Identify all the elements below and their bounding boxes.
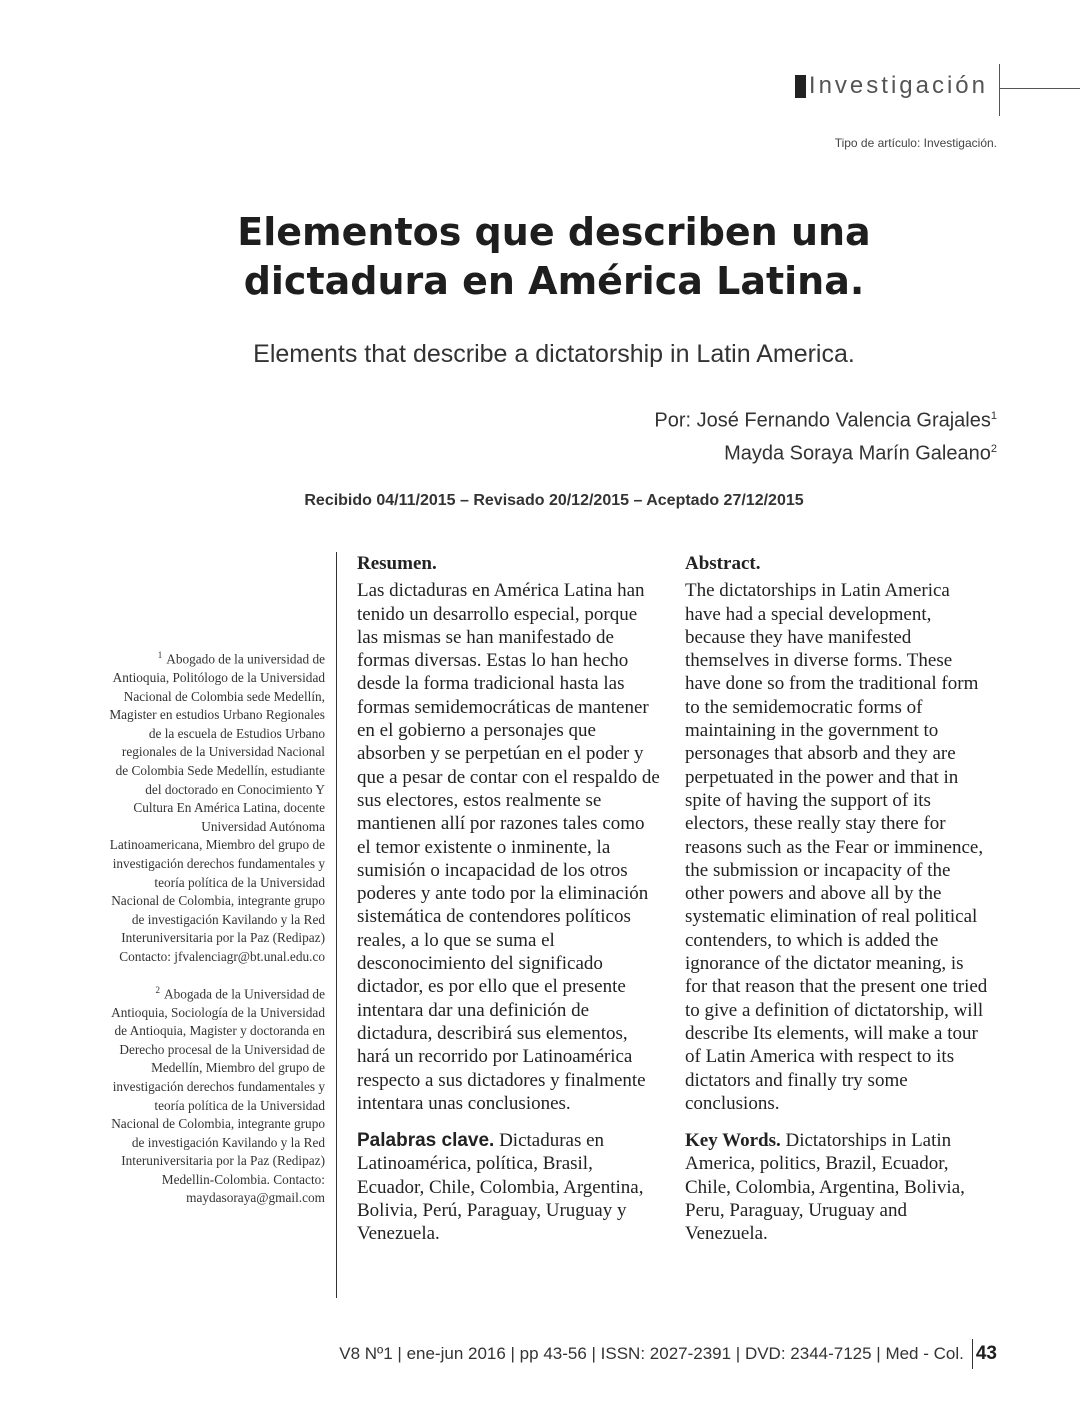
footnotes <box>108 646 325 1222</box>
abstract-heading: Abstract. <box>685 553 761 574</box>
header-divider-horizontal <box>999 88 1080 89</box>
footer-citation: V8 Nº1 | ene-jun 2016 | pp 43-56 | ISSN: 2027-2391 | DVD: 2344-7125 | Med - Col. <box>339 1344 964 1363</box>
footnote-1: $^1$ Abogado de la universidad de Antioquia, Politólogo de la Universidad Nacional de Colombia sede Medellín, Magister en estudios Urbano Regionales de la escuela de Estudios Urbano regionales de la Universidad Nacional de Colombia Sede Medellín, estudiante del doctorado en Conocimiento Y Cultura En América Latina, docente Universidad Autónoma Latinoamericana, Miembro del grupo de investigación derechos fundamentales y teoría política de la Universidad Nacional de Colombia, integrante grupo de investigación Kavilando y la Red Interuniversitaria por la Paz (Redipaz) Contacto: jfvalenciagr@bt.unal.edu.co <box>109 650 325 964</box>
key-words <box>685 1129 990 1245</box>
title-line-1: Elementos que describen una <box>237 210 871 254</box>
key-words-text: Dictatorships in Latin America, politics, Brazil, Ecuador, Chile, Colombia, Argentina, Bolivia, Peru, Paraguay, Uruguay and Venezuela. <box>685 1130 965 1245</box>
palabras-clave-text: Dictaduras en Latinoamérica, política, Brasil, Ecuador, Chile, Colombia, Argentina, Bolivia, Perú, Paraguay, Uruguay y Venezuela. <box>357 1130 644 1245</box>
section-label <box>795 72 988 100</box>
key-words-label: Key Words. <box>685 1130 781 1152</box>
resumen-heading: Resumen. <box>357 553 437 574</box>
palabras-clave-label: Palabras clave. <box>357 1130 495 1152</box>
author-1: Por: José Fernando Valencia Grajales$^1$ <box>654 409 997 432</box>
resumen-body: Las dictaduras en América Latina han tenido un desarrollo especial, porque las mismas se han manifestado de formas diversas. Estas lo han hecho desde la forma tradicional hasta las formas semidemocráticas de mantener en el gobierno a personajes que absorben y se perpetúan en el poder y que a pesar de contar con el respaldo de sus electores, estos realmente se mantienen allí por razones tales como el temor existente o inminente, la sumisión o incapacidad de los otros poderes y ante todo por la eliminación sistemática de contendores políticos reales, a lo que se suma el desconocimiento del significado dictador, es por ello que el presente intentara dar una definición de dictadura, describirá sus elementos, hará un recorrido por Latinoamérica respecto a sus dictadores y finalmente intentara unas conclusiones. <box>357 580 660 1114</box>
page-number: 43 <box>975 1343 997 1364</box>
footnote-2: $^2$ Abogada de la Universidad de Antioquia, Sociología de la Universidad de Antioquia, Magister y doctoranda en Derecho procesal de la Universidad de Medellín, Miembro del grupo de investigación derechos fundamentales y teoría política de la Universidad Nacional de Colombia, integrante grupo de investigación Kavilando y la Red Interuniversitaria por la Paz (Redipaz) Medellin-Colombia. Contacto: maydasoraya@gmail.com <box>111 984 325 1206</box>
author-1-mark: 1 <box>990 410 997 422</box>
section-mark <box>795 75 806 98</box>
footer-divider <box>972 1339 973 1369</box>
author-2: Mayda Soraya Marín Galeano$^2$ <box>724 442 997 465</box>
title-line-2: dictadura en América Latina. <box>243 259 865 303</box>
abstract-body: The dictatorships in Latin America have had a special development, because they have manifested themselves in diverse forms. These have done so from the traditional form to the semidemocratic forms of maintaining in the government to personages that absorb and they are perpetuated in the power and that in spite of having the support of its electors, these really stay there for reasons such as the Fear or imminence, the submission or incapacity of the other powers and above all by the systematic elimination of real political contenders, to which is added the ignorance of the dictator meaning, is for that reason that the present one tried to give a definition of dictatorship, will describe Its elements, will make a tour of Latin America with respect to its dictators and finally try some conclusions. <box>685 580 988 1114</box>
page-footer <box>339 1339 997 1369</box>
author-2-mark: 2 <box>990 442 997 455</box>
header-divider-vertical <box>999 64 1000 116</box>
resumen-column <box>357 552 662 1246</box>
review-dates: Recibido 04/11/2015 – Revisado 20/12/2015 – Aceptado 27/12/2015 <box>304 492 804 509</box>
abstract-column <box>685 552 990 1246</box>
article-title <box>0 208 1080 306</box>
column-divider <box>336 552 337 1298</box>
palabras-clave <box>357 1129 662 1245</box>
article-subtitle: Elements that describe a dictatorship in Latin America. <box>253 340 855 368</box>
article-type: Tipo de artículo: Investigación. <box>834 136 997 150</box>
section-text: Investigación <box>808 72 988 99</box>
authors <box>654 402 997 467</box>
